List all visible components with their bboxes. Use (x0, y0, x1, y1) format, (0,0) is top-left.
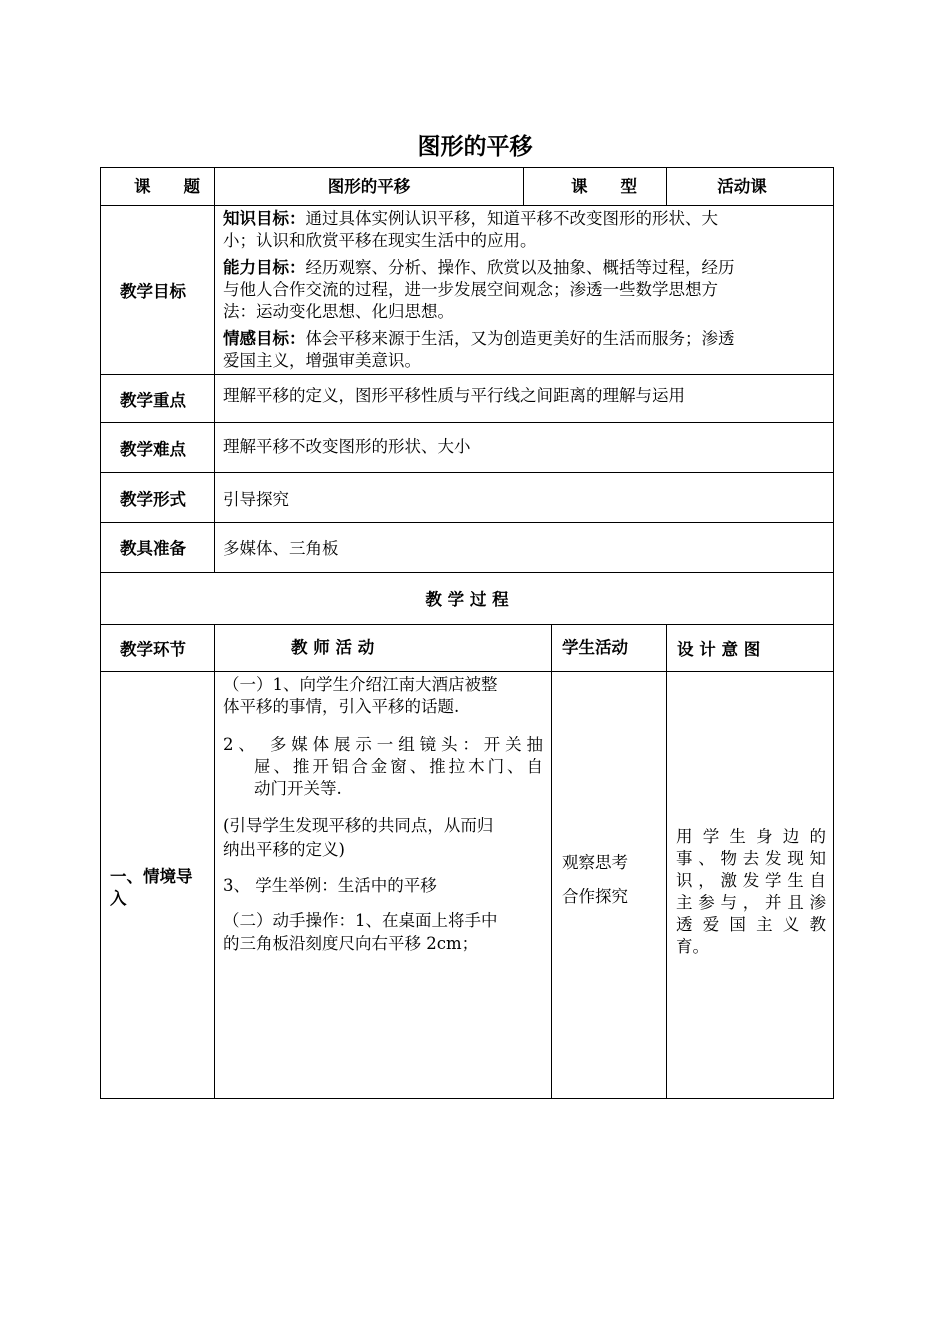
design-intent-cont: 育。 (676, 937, 709, 956)
teacher-activity-1: （一）1、向学生介绍江南大酒店被整 (223, 675, 498, 694)
key-point-label: 教学重点 (120, 391, 186, 410)
col-design-header: 设 计 意 图 (677, 640, 761, 659)
tools-value: 多媒体、三角板 (223, 539, 339, 558)
row-divider (100, 422, 834, 423)
row-divider (100, 205, 834, 206)
design-intent-cont: 主参与，并且渗 (676, 893, 826, 912)
emotion-objective-cont: 爱国主义，增强审美意识。 (223, 351, 421, 370)
form-label: 教学形式 (120, 490, 186, 509)
objectives-label: 教学目标 (120, 282, 186, 301)
process-title: 教 学 过 程 (425, 590, 509, 609)
teacher-activity-5-cont: 的三角板沿刻度尺向右平移 2cm； (223, 934, 479, 953)
teacher-activity-3-cont: 纳出平移的定义) (223, 840, 345, 859)
col-stage-header: 教学环节 (120, 640, 186, 659)
teacher-activity-4: 3、 学生举例：生活中的平移 (223, 876, 437, 895)
stage-name-cont: 入 (110, 889, 127, 908)
stage-name: 一、情境导 (110, 867, 193, 886)
knowledge-objective-cont: 小；认识和欣赏平移在现实生活中的应用。 (223, 231, 537, 250)
tools-label: 教具准备 (120, 539, 186, 558)
teacher-activity-2-cont: 屉、推开铝合金窗、推拉木门、自 (254, 757, 543, 776)
design-intent-cont: 透爱国主义教 (676, 915, 826, 934)
ability-objective: 能力目标：经历观察、分析、操作、欣赏以及抽象、概括等过程，经历 (223, 258, 735, 277)
col-divider (214, 167, 215, 572)
row-divider (100, 522, 834, 523)
row-divider (100, 624, 834, 625)
topic-label: 课 题 (134, 177, 200, 196)
col-divider (214, 624, 215, 1099)
col-divider (666, 624, 667, 1099)
col-divider (523, 167, 524, 205)
type-value: 活动课 (717, 177, 767, 196)
document-title: 图形的平移 (417, 134, 533, 160)
topic-value: 图形的平移 (327, 177, 411, 196)
design-intent-cont: 事、物去发现知 (676, 849, 826, 868)
lesson-table (100, 167, 834, 1099)
ability-objective-cont: 与他人合作交流的过程，进一步发展空间观念；渗透一些数学思想方 (223, 280, 718, 299)
teacher-activity-2-cont: 动门开关等. (254, 779, 342, 798)
row-divider (100, 671, 834, 672)
student-activity: 观察思考 (562, 853, 628, 872)
difficulty-label: 教学难点 (120, 440, 186, 459)
row-divider (100, 374, 834, 375)
form-value: 引导探究 (223, 490, 289, 509)
design-intent: 用学生身边的 (676, 827, 826, 846)
teacher-activity-2: 2、 多媒体展示一组镜头：开关抽 (223, 735, 543, 754)
col-student-header: 学生活动 (562, 638, 628, 657)
row-divider (100, 472, 834, 473)
teacher-activity-3: (引导学生发现平移的共同点，从而归 (223, 816, 494, 835)
knowledge-objective: 知识目标：通过具体实例认识平移，知道平移不改变图形的形状、大 (223, 209, 718, 228)
col-divider (551, 624, 552, 1099)
emotion-objective: 情感目标：体会平移来源于生活，又为创造更美好的生活而服务；渗透 (223, 329, 735, 348)
difficulty-value: 理解平移不改变图形的形状、大小 (223, 437, 471, 456)
design-intent-cont: 识，激发学生自 (676, 871, 826, 890)
row-divider (100, 572, 834, 573)
student-activity-cont: 合作探究 (562, 887, 628, 906)
key-point-value: 理解平移的定义，图形平移性质与平行线之间距离的理解与运用 (223, 386, 685, 405)
teacher-activity-1-cont: 体平移的事情，引入平移的话题. (223, 697, 460, 716)
teacher-activity-5: （二）动手操作：1、在桌面上将手中 (223, 911, 498, 930)
type-label: 课 型 (571, 177, 637, 196)
ability-objective-cont: 法：运动变化思想、化归思想。 (223, 302, 454, 321)
col-teacher-header: 教 师 活 动 (291, 638, 375, 657)
